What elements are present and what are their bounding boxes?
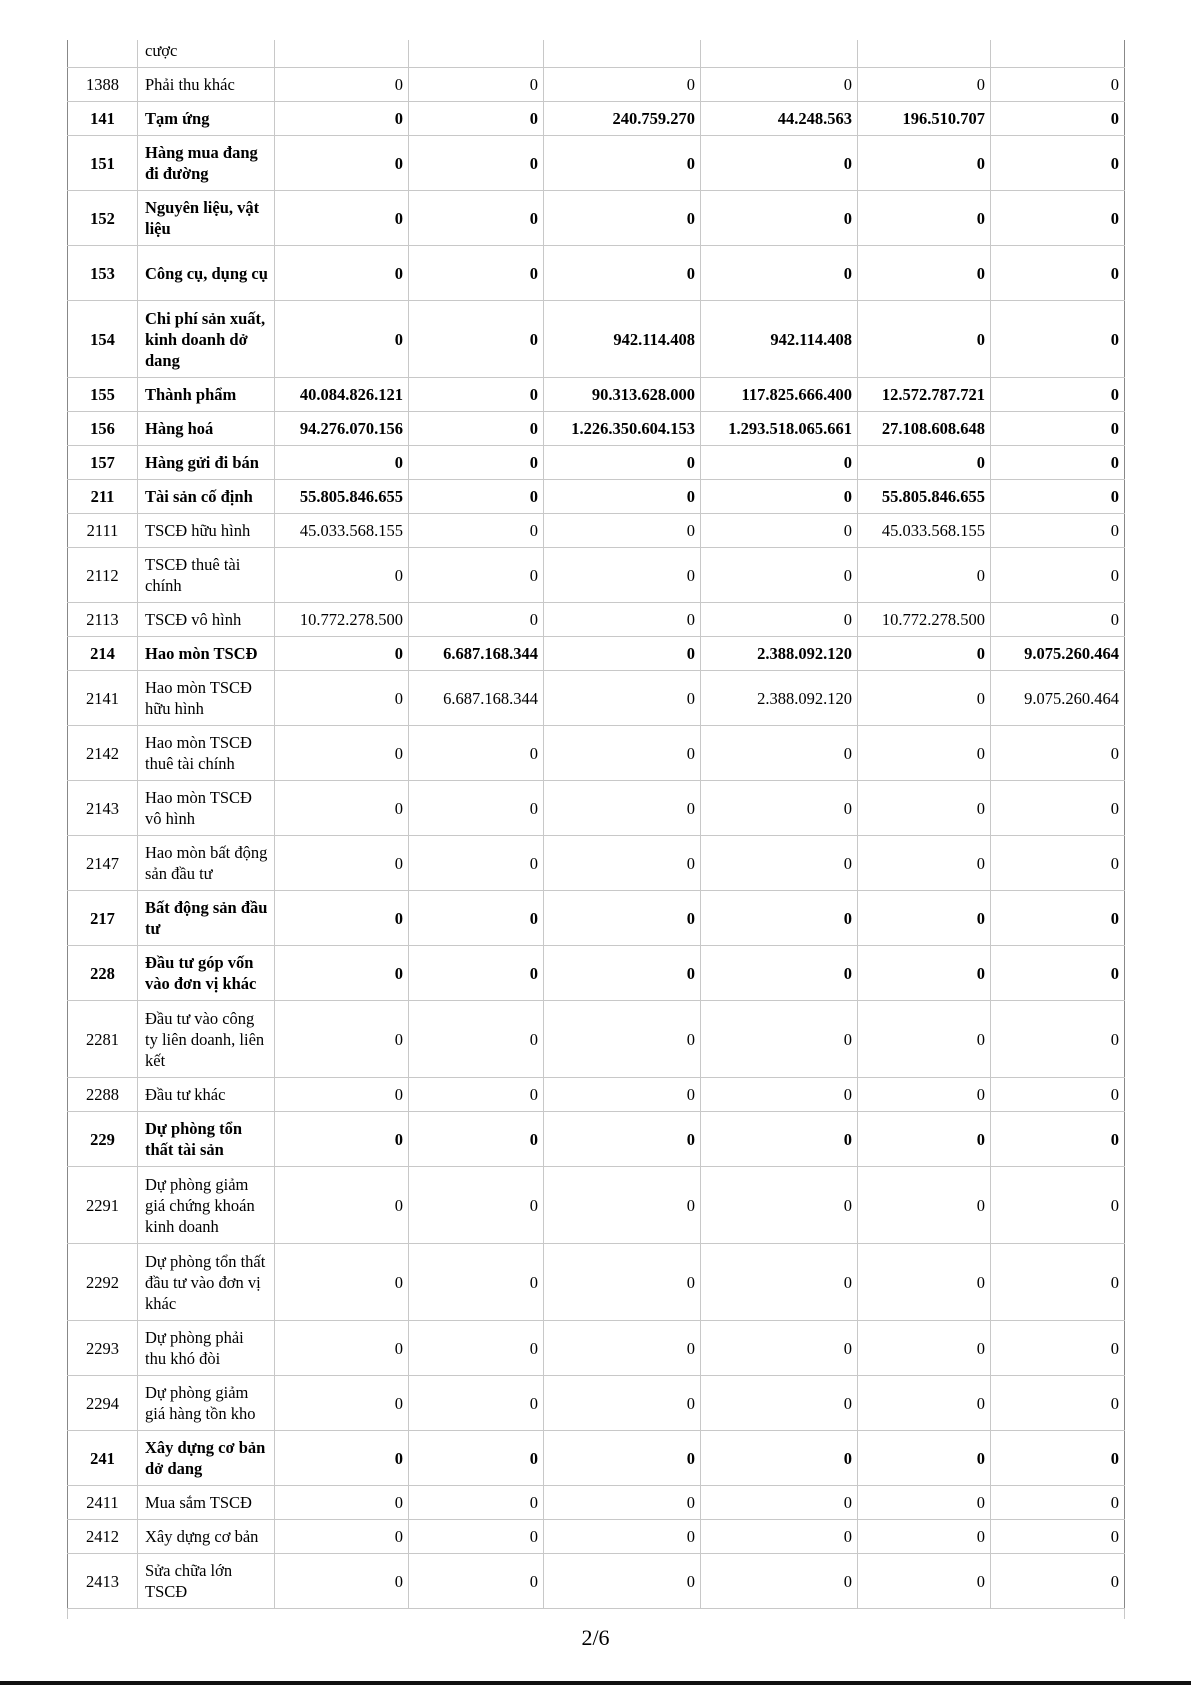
account-code: 241 <box>68 1431 138 1486</box>
account-code: 154 <box>68 301 138 378</box>
account-code: 217 <box>68 891 138 946</box>
amount-cell: 0 <box>701 480 858 514</box>
amount-cell: 0 <box>409 1244 544 1321</box>
table-row <box>68 191 1125 246</box>
amount-cell: 0 <box>991 480 1125 514</box>
account-code: 2413 <box>68 1554 138 1609</box>
amount-cell: 0 <box>701 446 858 480</box>
table-row <box>68 1520 1125 1554</box>
amount-cell: 0 <box>858 1001 991 1078</box>
amount-cell: 0 <box>991 781 1125 836</box>
account-code: 156 <box>68 412 138 446</box>
amount-cell: 0 <box>409 446 544 480</box>
account-name: Thành phẩm <box>138 378 275 412</box>
account-code: 211 <box>68 480 138 514</box>
amount-cell: 0 <box>275 1554 409 1609</box>
amount-cell: 0 <box>991 191 1125 246</box>
amount-cell: 0 <box>409 548 544 603</box>
table-row <box>68 836 1125 891</box>
amount-cell: 0 <box>409 1167 544 1244</box>
table-row <box>68 946 1125 1001</box>
amount-cell: 0 <box>409 136 544 191</box>
table-row <box>68 1321 1125 1376</box>
amount-cell: 0 <box>991 603 1125 637</box>
amount-cell: 0 <box>275 191 409 246</box>
amount-cell: 0 <box>991 548 1125 603</box>
amount-cell: 0 <box>991 1167 1125 1244</box>
account-name: Hao mòn TSCĐ thuê tài chính <box>138 726 275 781</box>
table-row <box>68 781 1125 836</box>
table-row <box>68 548 1125 603</box>
account-name: Hao mòn TSCĐ vô hình <box>138 781 275 836</box>
account-name: Dự phòng phải thu khó đòi <box>138 1321 275 1376</box>
amount-cell: 0 <box>701 1376 858 1431</box>
amount-cell: 240.759.270 <box>544 102 701 136</box>
amount-cell: 196.510.707 <box>858 102 991 136</box>
amount-cell: 2.388.092.120 <box>701 637 858 671</box>
account-code: 214 <box>68 637 138 671</box>
amount-cell: 0 <box>991 301 1125 378</box>
amount-cell: 0 <box>275 1112 409 1167</box>
amount-cell: 0 <box>544 891 701 946</box>
account-code: 152 <box>68 191 138 246</box>
account-name: Bất động sản đầu tư <box>138 891 275 946</box>
amount-cell: 0 <box>544 514 701 548</box>
amount-cell: 0 <box>275 1244 409 1321</box>
amount-cell: 0 <box>275 246 409 301</box>
account-name: Hàng mua đang đi đường <box>138 136 275 191</box>
amount-cell: 10.772.278.500 <box>275 603 409 637</box>
table-row <box>68 136 1125 191</box>
bottom-divider <box>0 1681 1191 1685</box>
amount-cell: 0 <box>701 1078 858 1112</box>
table-row <box>68 603 1125 637</box>
amount-cell: 0 <box>701 1486 858 1520</box>
amount-cell: 0 <box>858 671 991 726</box>
amount-cell: 0 <box>701 726 858 781</box>
account-name: Mua sắm TSCĐ <box>138 1486 275 1520</box>
amount-cell: 0 <box>409 1078 544 1112</box>
amount-cell: 0 <box>544 446 701 480</box>
amount-cell: 0 <box>991 68 1125 102</box>
amount-cell: 0 <box>544 191 701 246</box>
amount-cell: 0 <box>275 946 409 1001</box>
trial-balance-table <box>67 40 1125 1609</box>
account-code: 157 <box>68 446 138 480</box>
amount-cell <box>275 40 409 68</box>
amount-cell: 0 <box>858 1431 991 1486</box>
amount-cell: 0 <box>991 1431 1125 1486</box>
amount-cell: 0 <box>701 1112 858 1167</box>
account-name: Hàng hoá <box>138 412 275 446</box>
table-body <box>68 40 1125 1609</box>
account-name: Đầu tư vào công ty liên doanh, liên kết <box>138 1001 275 1078</box>
amount-cell: 0 <box>991 891 1125 946</box>
account-code: 228 <box>68 946 138 1001</box>
amount-cell: 0 <box>991 412 1125 446</box>
table-row <box>68 514 1125 548</box>
table-row <box>68 1244 1125 1321</box>
amount-cell: 0 <box>701 781 858 836</box>
account-name: Xây dựng cơ bản dở dang <box>138 1431 275 1486</box>
amount-cell: 0 <box>409 191 544 246</box>
amount-cell: 0 <box>409 1486 544 1520</box>
amount-cell: 0 <box>991 1078 1125 1112</box>
amount-cell: 0 <box>275 1431 409 1486</box>
amount-cell: 0 <box>701 1321 858 1376</box>
amount-cell: 0 <box>858 446 991 480</box>
amount-cell: 0 <box>275 102 409 136</box>
account-code: 2147 <box>68 836 138 891</box>
amount-cell: 0 <box>858 136 991 191</box>
table-row <box>68 1167 1125 1244</box>
account-code: 155 <box>68 378 138 412</box>
amount-cell: 0 <box>409 726 544 781</box>
table-row <box>68 68 1125 102</box>
amount-cell: 90.313.628.000 <box>544 378 701 412</box>
amount-cell: 0 <box>858 1244 991 1321</box>
amount-cell: 0 <box>858 781 991 836</box>
amount-cell: 0 <box>858 1078 991 1112</box>
amount-cell: 0 <box>409 946 544 1001</box>
amount-cell: 0 <box>409 246 544 301</box>
account-code: 2288 <box>68 1078 138 1112</box>
amount-cell: 0 <box>275 637 409 671</box>
amount-cell: 0 <box>991 514 1125 548</box>
amount-cell: 0 <box>858 891 991 946</box>
amount-cell: 0 <box>701 1167 858 1244</box>
amount-cell: 0 <box>991 946 1125 1001</box>
account-name: Nguyên liệu, vật liệu <box>138 191 275 246</box>
amount-cell: 0 <box>858 1112 991 1167</box>
table-row <box>68 412 1125 446</box>
account-name: Dự phòng giảm giá hàng tồn kho <box>138 1376 275 1431</box>
amount-cell: 0 <box>991 136 1125 191</box>
amount-cell: 0 <box>858 946 991 1001</box>
amount-cell: 0 <box>544 480 701 514</box>
amount-cell: 0 <box>701 836 858 891</box>
amount-cell: 0 <box>544 637 701 671</box>
amount-cell: 0 <box>275 1001 409 1078</box>
account-code: 2143 <box>68 781 138 836</box>
account-code: 2412 <box>68 1520 138 1554</box>
amount-cell: 0 <box>409 603 544 637</box>
amount-cell: 0 <box>275 301 409 378</box>
amount-cell: 9.075.260.464 <box>991 637 1125 671</box>
amount-cell: 0 <box>275 1078 409 1112</box>
amount-cell: 0 <box>701 191 858 246</box>
amount-cell: 0 <box>409 514 544 548</box>
account-name: Đầu tư khác <box>138 1078 275 1112</box>
amount-cell: 0 <box>701 514 858 548</box>
amount-cell: 0 <box>991 102 1125 136</box>
account-code: 1388 <box>68 68 138 102</box>
amount-cell: 0 <box>858 1321 991 1376</box>
amount-cell: 0 <box>858 726 991 781</box>
table-row <box>68 637 1125 671</box>
account-name: Hàng gửi đi bán <box>138 446 275 480</box>
amount-cell: 942.114.408 <box>701 301 858 378</box>
account-name: TSCĐ hữu hình <box>138 514 275 548</box>
table-row <box>68 446 1125 480</box>
account-name: Hao mòn TSCĐ <box>138 637 275 671</box>
amount-cell: 0 <box>409 412 544 446</box>
amount-cell: 0 <box>544 1321 701 1376</box>
amount-cell: 0 <box>701 1431 858 1486</box>
amount-cell: 0 <box>544 781 701 836</box>
amount-cell: 0 <box>858 1554 991 1609</box>
amount-cell: 0 <box>701 68 858 102</box>
table-border <box>67 1609 68 1619</box>
amount-cell: 0 <box>275 726 409 781</box>
amount-cell: 40.084.826.121 <box>275 378 409 412</box>
amount-cell: 0 <box>858 191 991 246</box>
account-name: Phải thu khác <box>138 68 275 102</box>
table-row <box>68 671 1125 726</box>
amount-cell: 0 <box>409 301 544 378</box>
amount-cell: 1.226.350.604.153 <box>544 412 701 446</box>
amount-cell: 0 <box>275 836 409 891</box>
amount-cell: 9.075.260.464 <box>991 671 1125 726</box>
amount-cell: 0 <box>544 1112 701 1167</box>
amount-cell: 0 <box>991 446 1125 480</box>
account-name: Chi phí sản xuất, kinh doanh dở dang <box>138 301 275 378</box>
amount-cell: 0 <box>858 246 991 301</box>
amount-cell: 0 <box>409 836 544 891</box>
amount-cell: 0 <box>858 1167 991 1244</box>
table-row <box>68 891 1125 946</box>
amount-cell: 0 <box>544 946 701 1001</box>
account-name: Sửa chữa lớn TSCĐ <box>138 1554 275 1609</box>
amount-cell: 0 <box>275 781 409 836</box>
amount-cell: 0 <box>701 246 858 301</box>
amount-cell: 0 <box>991 1520 1125 1554</box>
account-code: 2291 <box>68 1167 138 1244</box>
amount-cell: 55.805.846.655 <box>275 480 409 514</box>
amount-cell: 10.772.278.500 <box>858 603 991 637</box>
amount-cell: 0 <box>991 1001 1125 1078</box>
amount-cell: 0 <box>991 378 1125 412</box>
amount-cell: 45.033.568.155 <box>858 514 991 548</box>
amount-cell: 0 <box>544 548 701 603</box>
amount-cell: 0 <box>275 1321 409 1376</box>
amount-cell: 0 <box>544 1431 701 1486</box>
amount-cell: 0 <box>544 726 701 781</box>
amount-cell: 0 <box>275 1486 409 1520</box>
account-name: Dự phòng tổn thất tài sản <box>138 1112 275 1167</box>
account-code: 2142 <box>68 726 138 781</box>
account-code: 2281 <box>68 1001 138 1078</box>
amount-cell: 0 <box>991 836 1125 891</box>
amount-cell <box>544 40 701 68</box>
table-row <box>68 1431 1125 1486</box>
account-code: 2113 <box>68 603 138 637</box>
amount-cell: 0 <box>544 1520 701 1554</box>
amount-cell: 44.248.563 <box>701 102 858 136</box>
amount-cell: 0 <box>701 1520 858 1554</box>
account-name: Tạm ứng <box>138 102 275 136</box>
amount-cell: 0 <box>275 671 409 726</box>
table-row <box>68 102 1125 136</box>
amount-cell: 0 <box>858 301 991 378</box>
account-code: 2292 <box>68 1244 138 1321</box>
table-row <box>68 480 1125 514</box>
amount-cell: 0 <box>701 891 858 946</box>
amount-cell: 0 <box>409 1112 544 1167</box>
amount-cell: 0 <box>409 1554 544 1609</box>
amount-cell: 0 <box>701 1244 858 1321</box>
amount-cell: 12.572.787.721 <box>858 378 991 412</box>
amount-cell: 0 <box>409 1321 544 1376</box>
amount-cell: 6.687.168.344 <box>409 671 544 726</box>
table-row <box>68 1078 1125 1112</box>
amount-cell: 0 <box>275 68 409 102</box>
amount-cell: 0 <box>991 246 1125 301</box>
account-code: 2111 <box>68 514 138 548</box>
amount-cell: 0 <box>275 891 409 946</box>
account-code: 141 <box>68 102 138 136</box>
amount-cell: 0 <box>409 1376 544 1431</box>
account-name: cược <box>138 40 275 68</box>
amount-cell: 0 <box>858 68 991 102</box>
amount-cell: 0 <box>409 102 544 136</box>
account-code <box>68 40 138 68</box>
amount-cell: 0 <box>544 1554 701 1609</box>
amount-cell: 0 <box>701 136 858 191</box>
amount-cell: 0 <box>275 548 409 603</box>
amount-cell <box>858 40 991 68</box>
amount-cell: 0 <box>858 1520 991 1554</box>
amount-cell: 0 <box>991 1112 1125 1167</box>
account-code: 229 <box>68 1112 138 1167</box>
table-row <box>68 301 1125 378</box>
table-row <box>68 1486 1125 1520</box>
account-name: TSCĐ thuê tài chính <box>138 548 275 603</box>
amount-cell: 0 <box>701 603 858 637</box>
amount-cell: 0 <box>409 378 544 412</box>
amount-cell: 0 <box>544 1078 701 1112</box>
amount-cell: 0 <box>544 1244 701 1321</box>
account-name: TSCĐ vô hình <box>138 603 275 637</box>
amount-cell: 942.114.408 <box>544 301 701 378</box>
table-row <box>68 378 1125 412</box>
amount-cell: 0 <box>858 1376 991 1431</box>
table-row <box>68 40 1125 68</box>
amount-cell: 0 <box>544 836 701 891</box>
amount-cell: 0 <box>409 891 544 946</box>
table-row <box>68 726 1125 781</box>
amount-cell: 0 <box>991 726 1125 781</box>
amount-cell: 0 <box>858 1486 991 1520</box>
amount-cell: 0 <box>275 446 409 480</box>
account-name: Xây dựng cơ bản <box>138 1520 275 1554</box>
amount-cell: 0 <box>544 671 701 726</box>
account-name: Hao mòn TSCĐ hữu hình <box>138 671 275 726</box>
amount-cell: 0 <box>701 946 858 1001</box>
account-name: Công cụ, dụng cụ <box>138 246 275 301</box>
amount-cell <box>991 40 1125 68</box>
account-code: 153 <box>68 246 138 301</box>
amount-cell: 0 <box>275 1167 409 1244</box>
table-row <box>68 1001 1125 1078</box>
account-code: 2112 <box>68 548 138 603</box>
amount-cell: 0 <box>409 781 544 836</box>
amount-cell: 0 <box>544 246 701 301</box>
amount-cell: 0 <box>544 1001 701 1078</box>
table-row <box>68 1376 1125 1431</box>
amount-cell <box>409 40 544 68</box>
account-name: Hao mòn bất động sản đầu tư <box>138 836 275 891</box>
amount-cell: 0 <box>544 1486 701 1520</box>
amount-cell: 0 <box>544 603 701 637</box>
amount-cell: 0 <box>701 1001 858 1078</box>
table-row <box>68 246 1125 301</box>
amount-cell: 0 <box>409 480 544 514</box>
amount-cell: 0 <box>858 836 991 891</box>
amount-cell: 0 <box>991 1321 1125 1376</box>
amount-cell: 0 <box>991 1486 1125 1520</box>
amount-cell: 0 <box>409 68 544 102</box>
amount-cell: 0 <box>858 548 991 603</box>
amount-cell: 0 <box>409 1431 544 1486</box>
amount-cell: 0 <box>544 136 701 191</box>
account-name: Tài sản cố định <box>138 480 275 514</box>
account-name: Dự phòng giảm giá chứng khoán kinh doanh <box>138 1167 275 1244</box>
amount-cell: 0 <box>701 1554 858 1609</box>
account-code: 151 <box>68 136 138 191</box>
amount-cell: 94.276.070.156 <box>275 412 409 446</box>
amount-cell: 27.108.608.648 <box>858 412 991 446</box>
amount-cell: 0 <box>701 548 858 603</box>
amount-cell: 0 <box>409 1520 544 1554</box>
table-row <box>68 1554 1125 1609</box>
table-border <box>1124 1609 1125 1619</box>
amount-cell: 6.687.168.344 <box>409 637 544 671</box>
account-code: 2141 <box>68 671 138 726</box>
amount-cell: 0 <box>409 1001 544 1078</box>
amount-cell: 0 <box>544 68 701 102</box>
account-code: 2294 <box>68 1376 138 1431</box>
amount-cell: 117.825.666.400 <box>701 378 858 412</box>
account-name: Dự phòng tổn thất đầu tư vào đơn vị khác <box>138 1244 275 1321</box>
account-name: Đầu tư góp vốn vào đơn vị khác <box>138 946 275 1001</box>
amount-cell: 1.293.518.065.661 <box>701 412 858 446</box>
page-number: 2/6 <box>581 1625 610 1650</box>
table-row <box>68 1112 1125 1167</box>
amount-cell: 2.388.092.120 <box>701 671 858 726</box>
amount-cell <box>701 40 858 68</box>
amount-cell: 0 <box>275 136 409 191</box>
amount-cell: 0 <box>275 1520 409 1554</box>
amount-cell: 0 <box>858 637 991 671</box>
account-code: 2293 <box>68 1321 138 1376</box>
amount-cell: 0 <box>991 1244 1125 1321</box>
amount-cell: 45.033.568.155 <box>275 514 409 548</box>
amount-cell: 0 <box>544 1167 701 1244</box>
amount-cell: 0 <box>991 1554 1125 1609</box>
amount-cell: 0 <box>275 1376 409 1431</box>
account-code: 2411 <box>68 1486 138 1520</box>
amount-cell: 0 <box>991 1376 1125 1431</box>
amount-cell: 55.805.846.655 <box>858 480 991 514</box>
amount-cell: 0 <box>544 1376 701 1431</box>
